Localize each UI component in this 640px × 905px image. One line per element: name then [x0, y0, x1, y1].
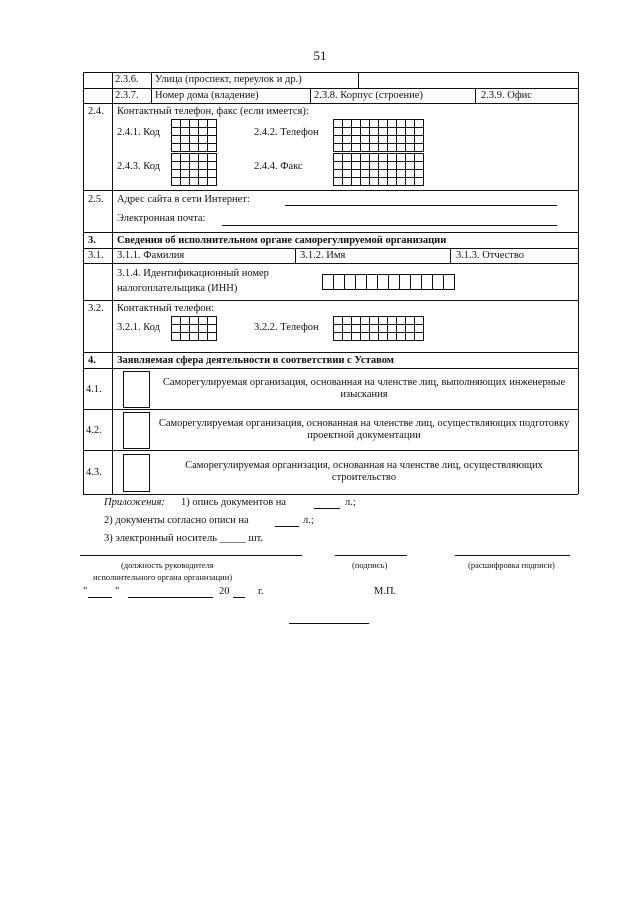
inn-label-line1: 3.1.4. Идентификационный номер [117, 268, 269, 279]
contact-phone-label: Контактный телефон: [117, 303, 215, 314]
website-label: Адрес сайта в сети Интернет: [117, 194, 250, 205]
attachment-2-unit: л.; [303, 515, 314, 526]
row-num-237: 2.3.7. [115, 90, 139, 101]
end-divider [289, 623, 369, 624]
row-num-24: 2.4. [88, 106, 104, 117]
attachment-1-text: 1) опись документов на [181, 497, 287, 508]
option-41-text: Саморегулируемая организация, основанная на членстве лиц, выполняющих инженерные изыскания [162, 377, 566, 400]
attachments-label: Приложения: [104, 497, 165, 508]
phone-label-242: 2.4.2. Телефон [254, 127, 319, 138]
inn-label-line2: налогоплательщика (ИНН) [117, 283, 238, 294]
attachment-1-unit: л.; [345, 497, 356, 508]
date-quote-close: " [115, 586, 120, 597]
row-num-25: 2.5. [88, 194, 104, 205]
website-input-line[interactable] [285, 205, 557, 206]
option-43-text: Саморегулируемая организация, основанная на членстве лиц, осуществляющих строительство [185, 460, 543, 483]
date-quote-open: " [83, 586, 88, 597]
row-num-4: 4. [88, 355, 96, 366]
name-label: 3.1.2. Имя [300, 250, 346, 261]
date-year-prefix: 20 [219, 586, 230, 597]
date-year-suffix: г. [258, 586, 264, 597]
phone-label-322: 3.2.2. Телефон [254, 322, 319, 333]
checkbox-41[interactable] [123, 371, 150, 408]
inn-cells[interactable] [322, 274, 455, 290]
phone-grid-322[interactable] [333, 316, 424, 341]
signature-decode-line[interactable] [455, 555, 570, 556]
section-4-title: Заявляемая сфера деятельности в соответствии с Уставом [117, 355, 394, 366]
row-num-3: 3. [88, 235, 96, 246]
code-grid-243[interactable] [171, 153, 217, 186]
position-caption-line1: (должность руководителя [121, 560, 214, 570]
checkbox-42[interactable] [123, 412, 150, 449]
code-grid-241[interactable] [171, 119, 217, 152]
stamp-label: М.П. [374, 586, 397, 597]
date-day-line[interactable] [88, 597, 112, 598]
code-label-321: 3.2.1. Код [117, 322, 161, 333]
fax-label-244: 2.4.4. Факс [254, 161, 303, 172]
date-year-line[interactable] [233, 597, 245, 598]
email-input-line[interactable] [222, 225, 557, 226]
attachment-2-text: 2) документы согласно описи на [104, 515, 249, 526]
row-num-236: 2.3.6. [115, 74, 139, 85]
attachment-1-pages-line[interactable] [314, 508, 340, 509]
code-grid-321[interactable] [171, 316, 217, 341]
fax-grid-244[interactable] [333, 153, 424, 186]
row-num-31: 3.1. [88, 250, 104, 261]
contact-phone-fax-label: Контактный телефон, факс (если имеется): [117, 106, 309, 117]
surname-label: 3.1.1. Фамилия [117, 250, 185, 261]
street-label: Улица (проспект, переулок и др.) [155, 74, 302, 85]
house-number-label: Номер дома (владение) [155, 90, 259, 101]
section-3-title: Сведения об исполнительном органе саморегулируемой организации [117, 235, 447, 246]
attachment-2-pages-line[interactable] [275, 526, 299, 527]
date-month-line[interactable] [128, 597, 213, 598]
code-label-241: 2.4.1. Код [117, 127, 161, 138]
code-label-243: 2.4.3. Код [117, 161, 161, 172]
option-42-text: Саморегулируемая организация, основанная на членстве лиц, осуществляющих подготовку проектной документации [158, 418, 570, 441]
row-num-43: 4.3. [86, 467, 102, 478]
patronymic-label: 3.1.3. Отчество [456, 250, 525, 261]
email-label: Электронная почта: [117, 213, 206, 224]
checkbox-43[interactable] [123, 454, 150, 492]
signature-caption: (подпись) [352, 560, 388, 570]
position-line[interactable] [80, 555, 302, 556]
signature-line[interactable] [335, 555, 407, 556]
attachment-3-text: 3) электронный носитель _____ шт. [104, 533, 264, 544]
row-num-42: 4.2. [86, 425, 102, 436]
position-caption-line2: исполнительного органа организации) [93, 572, 233, 582]
row-num-32: 3.2. [88, 303, 104, 314]
phone-grid-242[interactable] [333, 119, 424, 152]
page-number: 51 [313, 48, 327, 63]
office-label: 2.3.9. Офис [481, 90, 532, 101]
row-num-41: 4.1. [86, 384, 102, 395]
signature-decode-caption: (расшифровка подписи) [468, 560, 555, 570]
building-label: 2.3.8. Корпус (строение) [314, 90, 423, 101]
